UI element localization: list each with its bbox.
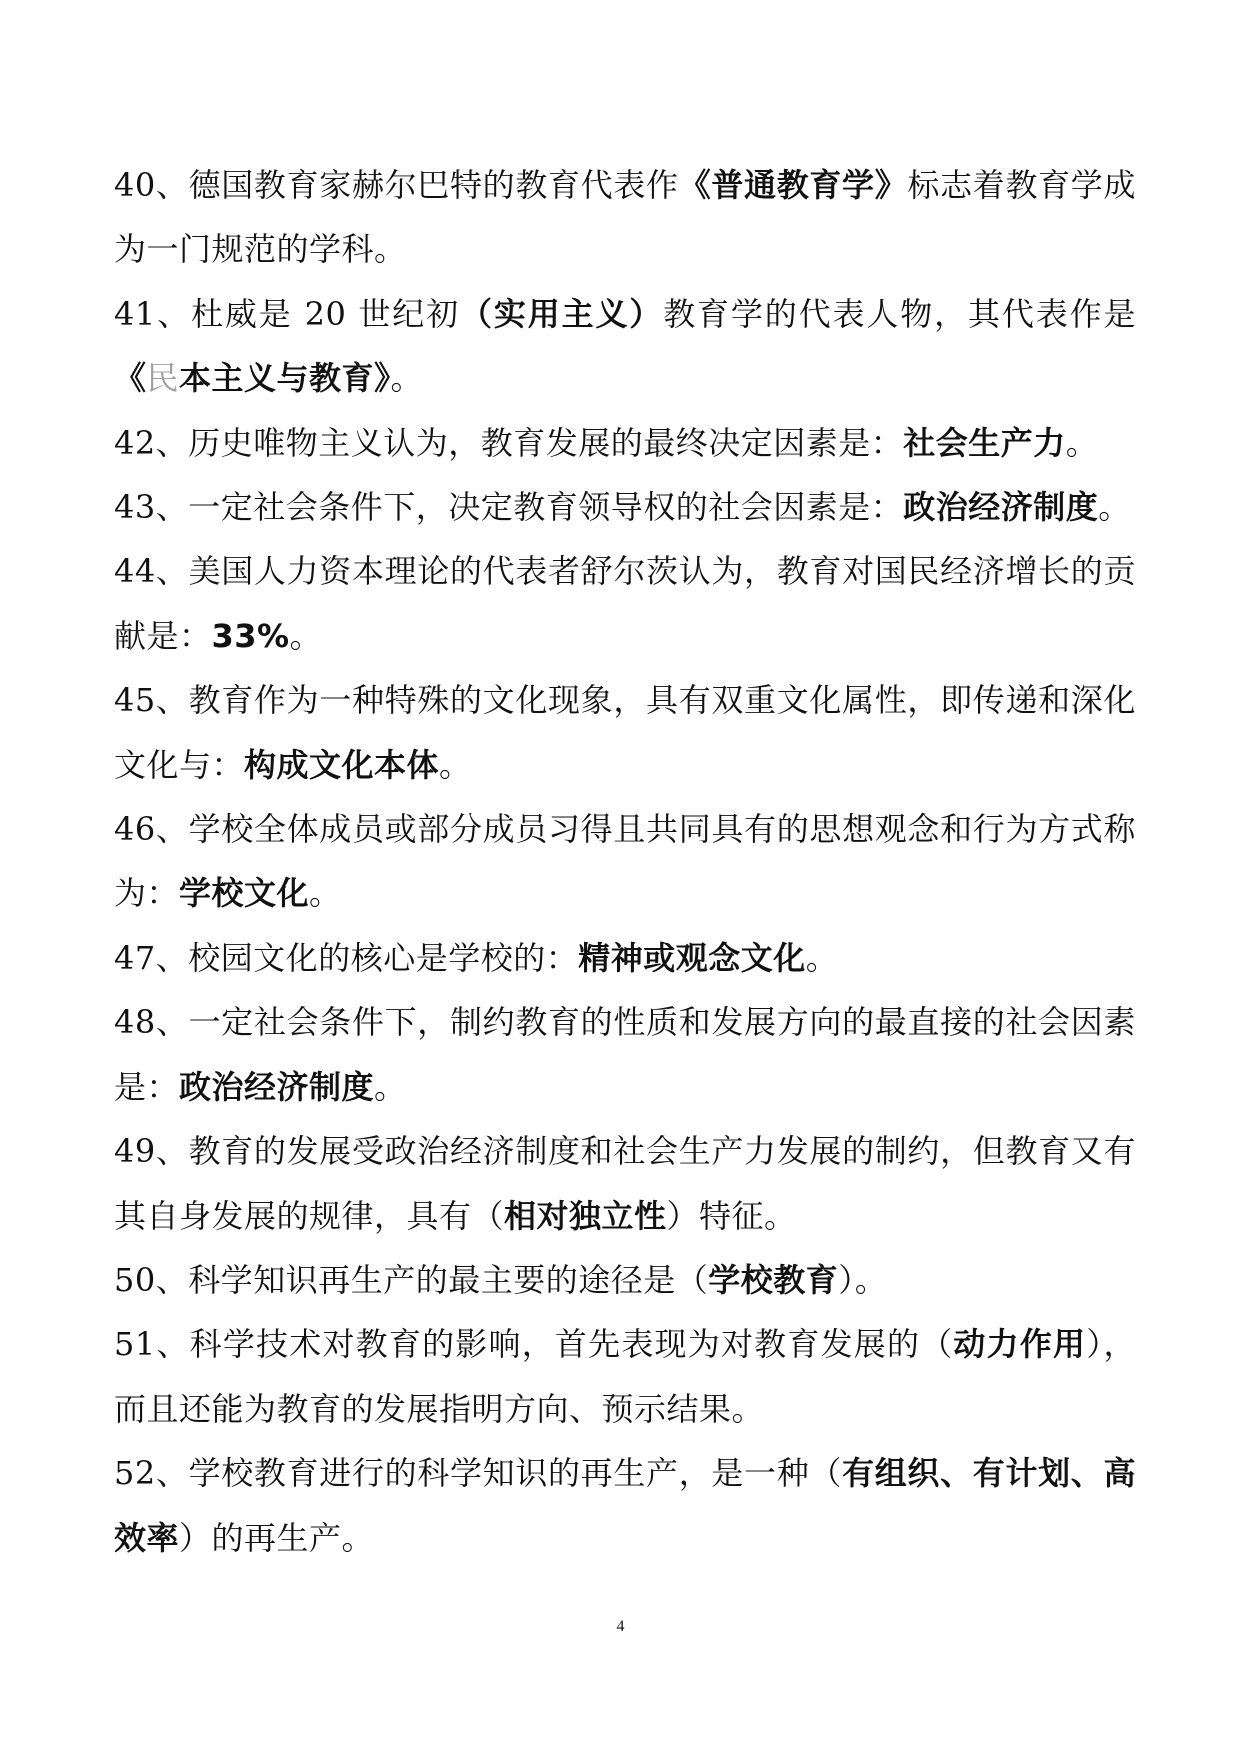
item-text: 、杜威是 20 世纪初 (155, 294, 460, 333)
item-answer: 有组织、有计划、高效率 (114, 1454, 1136, 1557)
item-text: ）的再生产。 (179, 1518, 375, 1557)
item-answer: 本主义与教育》 (179, 359, 391, 398)
list-item (114, 668, 1136, 797)
item-text: 。 (1065, 423, 1099, 462)
item-number: 43 (114, 488, 156, 527)
item-text: ），而且还能为教育的发展指明方向、预示结果。 (114, 1325, 1136, 1428)
item-number: 41 (114, 294, 156, 333)
item-text: 、学校教育进行的科学知识的再生产，是一种（ (155, 1454, 843, 1493)
item-number: 49 (114, 1132, 156, 1171)
item-number: 48 (114, 1003, 156, 1042)
list-item (114, 1312, 1136, 1441)
item-text: 标志着教育学成为一门规范的学科。 (114, 166, 1136, 269)
list-item (114, 797, 1136, 926)
item-answer: 33% (211, 616, 290, 655)
item-number: 46 (114, 810, 156, 849)
item-number: 45 (114, 681, 156, 720)
item-text: 。 (1098, 488, 1131, 527)
list-item (114, 1441, 1136, 1570)
item-text: 、教育的发展受政治经济制度和社会生产力发展的制约，但教育又有其自身发展的规律，具有（ (114, 1132, 1136, 1235)
item-text: 、一定社会条件下，制约教育的性质和发展方向的最直接的社会因素是： (114, 1003, 1136, 1106)
item-number: 42 (114, 423, 156, 462)
item-answer: 相对独立性 (504, 1196, 667, 1235)
item-number: 51 (114, 1325, 156, 1364)
item-text: 、科学技术对教育的影响，首先表现为对教育发展的（ (155, 1325, 954, 1364)
item-text: 。 (439, 745, 472, 784)
item-number: 52 (114, 1454, 156, 1493)
item-text: ）特征。 (666, 1196, 797, 1235)
item-text: 、教育作为一种特殊的文化现象，具有双重文化属性，即传递和深化文化与： (114, 681, 1136, 784)
item-text: 。 (390, 359, 424, 398)
item-text: 、历史唯物主义认为，教育发展的最终决定因素是： (155, 423, 904, 462)
item-answer: 政治经济制度 (179, 1067, 375, 1106)
item-answer: （实用主义） (459, 294, 664, 333)
item-faded-text: 民 (146, 359, 180, 398)
item-text: 。 (289, 616, 323, 655)
list-item (114, 282, 1136, 411)
item-answer: 《 (114, 359, 147, 398)
list-item (114, 1248, 1136, 1312)
list-item (114, 990, 1136, 1119)
item-text: 、学校全体成员或部分成员习得且共同具有的思想观念和行为方式称为： (114, 810, 1136, 913)
list-item (114, 1119, 1136, 1248)
list-item (114, 926, 1136, 990)
page-number: 4 (616, 1618, 625, 1635)
item-text: ）。 (838, 1260, 888, 1299)
item-text: 。 (374, 1067, 407, 1106)
item-answer: 学校文化 (179, 874, 310, 913)
list-item (114, 475, 1136, 539)
item-text: 、一定社会条件下，决定教育领导权的社会因素是： (155, 488, 904, 527)
item-answer: 《普通教育学》 (678, 166, 908, 204)
item-text: 、德国教育家赫尔巴特的教育代表作 (155, 166, 679, 204)
item-text: 教育学的代表人物，其代表作是 (663, 294, 1136, 333)
list-item (114, 539, 1136, 668)
list-item (114, 411, 1136, 475)
item-answer: 动力作用 (953, 1325, 1087, 1364)
item-answer: 构成文化本体 (244, 745, 440, 784)
item-answer: 精神或观念文化 (578, 938, 806, 977)
item-text: 、校园文化的核心是学校的： (155, 938, 579, 977)
item-number: 47 (114, 938, 156, 977)
list-item (114, 153, 1136, 282)
item-answer: 学校教育 (708, 1260, 839, 1299)
item-text: 。 (805, 938, 839, 977)
item-text: 、美国人力资本理论的代表者舒尔茨认为，教育对国民经济增长的贡献是： (114, 552, 1136, 655)
item-number: 40 (114, 166, 156, 204)
item-text: 、科学知识再生产的最主要的途径是（ (155, 1260, 709, 1299)
item-text: 。 (309, 874, 342, 913)
item-answer: 社会生产力 (903, 423, 1066, 462)
item-number: 50 (114, 1260, 156, 1299)
item-answer: 政治经济制度 (903, 488, 1099, 527)
question-list (114, 153, 1136, 1570)
item-number: 44 (114, 552, 156, 591)
